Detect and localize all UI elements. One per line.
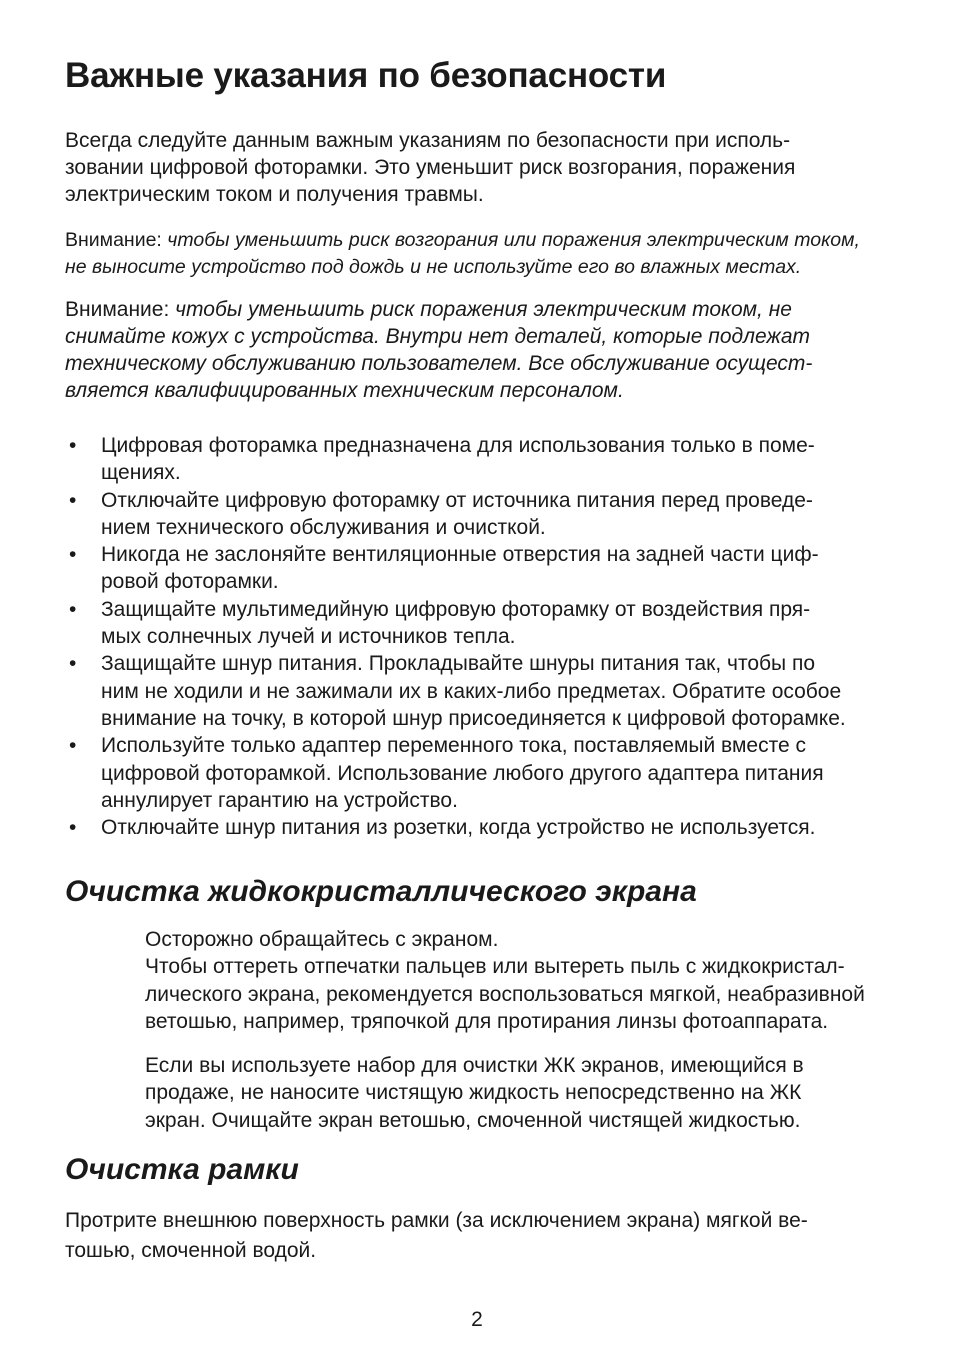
list-item <box>65 487 895 542</box>
list-item <box>65 814 895 841</box>
warning-label: Внимание: <box>65 229 168 251</box>
lcd-cleaning-paragraph: Осторожно обращайтесь с экраном. Чтобы оттереть отпечатки пальцев или вытереть пыль с жидкокристал- лического экрана, рекомендуется воспользоваться мягкой, неабразивной ветошью, например, тряпочкой для протирания линзы фотоаппарата. <box>145 928 865 1033</box>
intro-paragraph: Всегда следуйте данным важным указаниям по безопасности при исполь- зовании цифровой фоторамки. Это уменьшит риск возгорания, поражения электрическим током и получения травмы. <box>65 129 796 206</box>
warning-label: Внимание: <box>65 298 176 321</box>
list-item <box>65 596 895 651</box>
list-item-text: Никогда не заслоняйте вентиляционные отверстия на задней части циф- ровой фоторамки. <box>101 543 819 594</box>
page-title: Важные указания по безопасности <box>65 56 667 95</box>
lcd-cleaning-heading: Очистка жидкокристаллического экрана <box>65 875 697 908</box>
list-item <box>65 732 895 814</box>
list-item <box>65 432 895 487</box>
list-item <box>65 650 895 732</box>
list-item-text: Защищайте мультимедийную цифровую фоторамку от воздействия пря- мых солнечных лучей и источников тепла. <box>101 597 811 649</box>
bullet-icon: • <box>69 597 77 621</box>
warning-housing <box>65 296 895 404</box>
bullet-icon: • <box>69 543 77 567</box>
bullet-icon: • <box>69 488 77 512</box>
list-item <box>65 541 895 596</box>
list-item-text: Отключайте цифровую фоторамку от источника питания перед проведе- нием технического обслуживания и очисткой. <box>101 488 813 539</box>
frame-cleaning-paragraph: Протрите внешнюю поверхность рамки (за исключением экрана) мягкой ве- тошью, смоченной водой. <box>65 1209 808 1262</box>
bullet-icon: • <box>69 734 77 758</box>
warning-text: чтобы уменьшить риск возгорания или поражения электрическим током, не выносите устройство под дождь и не используйте его во влажных местах. <box>65 229 860 278</box>
list-item-text: Используйте только адаптер переменного тока, поставляемый вместе с цифровой фоторамкой. Использование любого другого адаптера питания аннулирует гарантию на устройство. <box>101 734 824 812</box>
bullet-icon: • <box>69 652 77 676</box>
bullet-icon: • <box>69 816 77 840</box>
warning-text: чтобы уменьшить риск поражения электрическим током, не снимайте кожух с устройства. Внутри нет деталей, которые подлежат техническому обслуживанию пользователем. Все обслуживание осущест- вляется квалифицированных техническим персоналом. <box>65 298 813 402</box>
page-number: 2 <box>471 1308 483 1331</box>
list-item-text: Отключайте шнур питания из розетки, когда устройство не используется. <box>101 816 816 840</box>
bullet-icon: • <box>69 434 77 457</box>
warning-moisture <box>65 227 895 281</box>
safety-bullet-list <box>65 432 895 841</box>
frame-cleaning-heading: Очистка рамки <box>65 1153 299 1186</box>
list-item-text: Цифровая фоторамка предназначена для использования только в поме- щениях. <box>101 434 815 485</box>
lcd-cleaning-kit-paragraph: Если вы используете набор для очистки ЖК экранов, имеющийся в продаже, не наносите чистящую жидкость непосредственно на ЖК экран. Очищайте экран ветошью, смоченной чистящей жидкостью. <box>145 1054 804 1132</box>
list-item-text: Защищайте шнур питания. Прокладывайте шнуры питания так, чтобы по ним не ходили и не зажимали их в каких-либо предметах. Обратите особое внимание на точку, в которой шнур присоединяется к цифровой фоторамке. <box>101 652 846 730</box>
